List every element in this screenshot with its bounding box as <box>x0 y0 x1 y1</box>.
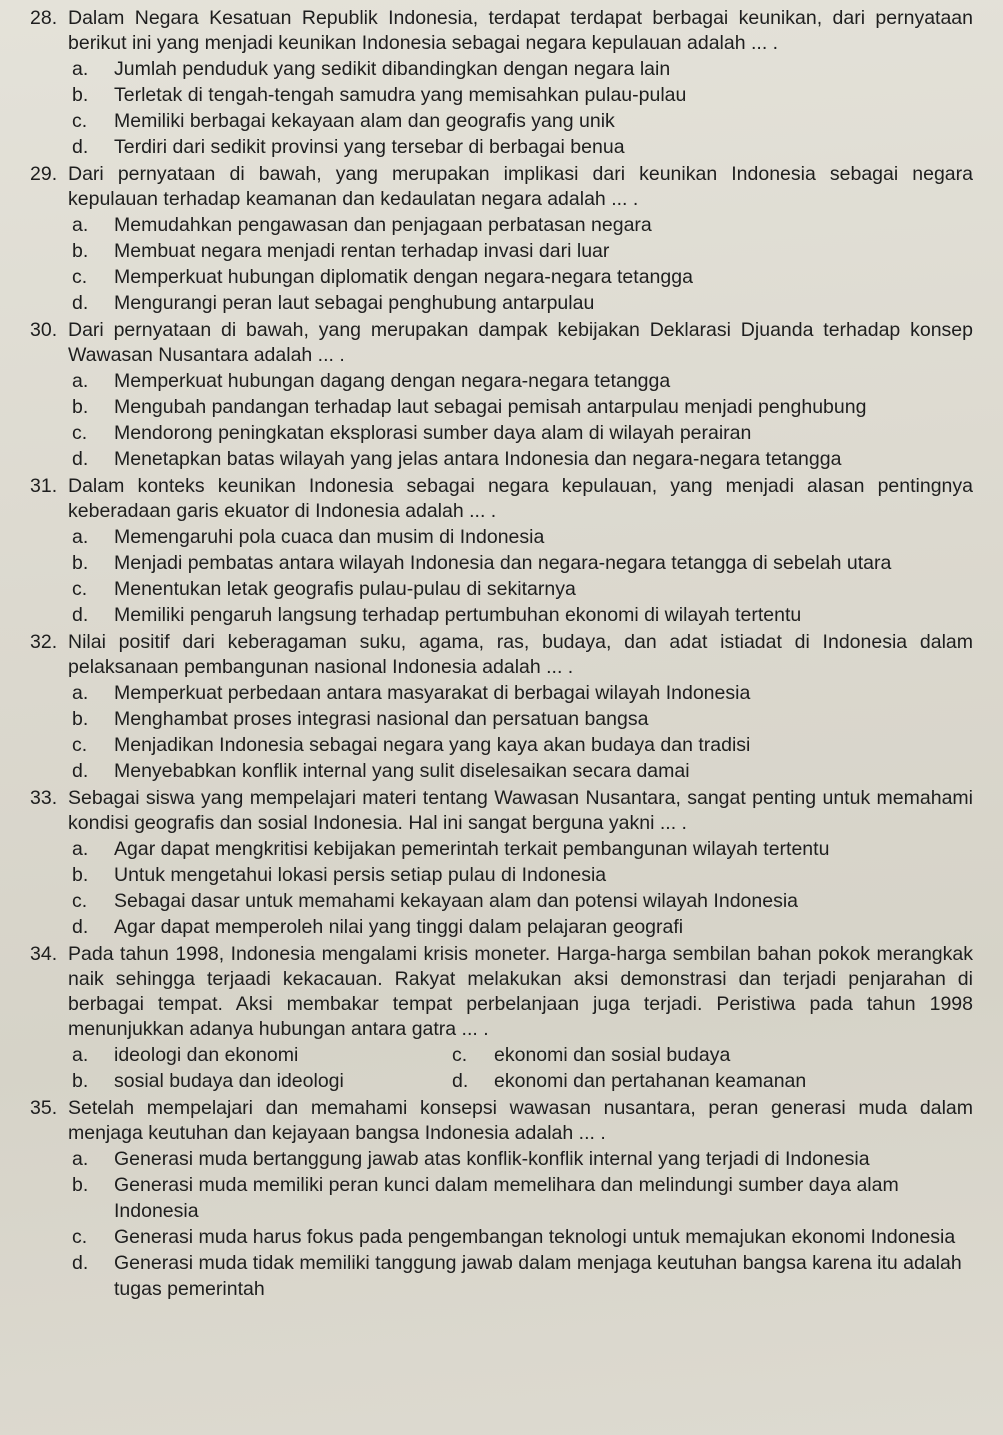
option-letter: d. <box>72 760 89 782</box>
option-list <box>72 836 973 940</box>
option-text: ekonomi dan pertahanan keamanan <box>494 1070 807 1092</box>
question-number: 31. <box>30 475 58 497</box>
option-d[interactable] <box>72 602 973 628</box>
option-d[interactable] <box>72 914 973 940</box>
option-text: Membuat negara menjadi rentan terhadap invasi dari luar <box>114 240 610 262</box>
option-c[interactable] <box>72 576 973 602</box>
option-letter: a. <box>72 526 89 548</box>
option-b[interactable] <box>72 706 973 732</box>
option-text: Memengaruhi pola cuaca dan musim di Indonesia <box>114 526 545 548</box>
option-text: Generasi muda bertanggung jawab atas konflik-konflik internal yang terjadi di Indonesia <box>114 1148 870 1170</box>
option-letter: d. <box>72 292 89 314</box>
option-b[interactable] <box>72 1068 452 1094</box>
option-a[interactable] <box>72 524 973 550</box>
option-c[interactable] <box>72 420 973 446</box>
question-number: 34. <box>30 943 58 965</box>
option-letter: a. <box>72 682 89 704</box>
option-text: Untuk mengetahui lokasi persis setiap pulau di Indonesia <box>114 864 607 886</box>
option-c[interactable] <box>72 888 973 914</box>
option-letter: a. <box>72 1148 89 1170</box>
option-a[interactable] <box>72 212 973 238</box>
option-text: Menentukan letak geografis pulau-pulau di sekitarnya <box>114 578 576 600</box>
question-number: 32. <box>30 631 58 653</box>
option-d[interactable] <box>72 134 973 160</box>
option-list <box>72 56 973 160</box>
option-b[interactable] <box>72 394 973 420</box>
option-letter: c. <box>72 266 88 288</box>
option-d[interactable] <box>72 758 973 784</box>
option-b[interactable] <box>72 862 973 888</box>
option-text: Menyebabkan konflik internal yang sulit diselesaikan secara damai <box>114 760 690 782</box>
option-text: ideologi dan ekonomi <box>114 1044 299 1066</box>
option-text: Generasi muda tidak memiliki tanggung jawab dalam menjaga keutuhan bangsa karena itu adalah tugas pemerintah <box>114 1252 962 1300</box>
option-letter: c. <box>72 578 88 600</box>
option-b[interactable] <box>72 1172 973 1224</box>
question-number: 35. <box>30 1097 58 1119</box>
option-text: sosial budaya dan ideologi <box>114 1070 344 1092</box>
option-letter: a. <box>72 370 89 392</box>
option-letter: b. <box>72 396 89 418</box>
question-number: 29. <box>30 163 58 185</box>
option-letter: d. <box>72 916 89 938</box>
option-letter: a. <box>72 838 89 860</box>
option-letter: b. <box>72 240 89 262</box>
option-letter: c. <box>72 110 88 132</box>
question-number: 30. <box>30 319 58 341</box>
question-text: Dalam Negara Kesatuan Republik Indonesia, terdapat terdapat berbagai keunikan, dari pernyataan berikut ini yang menjadi keunikan Indonesia sebagai negara kepulauan adalah ... . <box>68 7 973 54</box>
option-text: Agar dapat memperoleh nilai yang tinggi dalam pelajaran geografi <box>114 916 684 938</box>
option-text: Memperkuat hubungan diplomatik dengan negara-negara tetangga <box>114 266 693 288</box>
option-text: Mengubah pandangan terhadap laut sebagai pemisah antarpulau menjadi penghubung <box>114 396 867 418</box>
option-text: Memudahkan pengawasan dan penjagaan perbatasan negara <box>114 214 652 236</box>
question-text: Dari pernyataan di bawah, yang merupakan implikasi dari keunikan Indonesia sebagai negara kepulauan terhadap keamanan dan kedaulatan negara adalah ... . <box>68 163 973 210</box>
option-letter: a. <box>72 1044 89 1066</box>
question-29 <box>30 162 973 316</box>
option-text: Memperkuat hubungan dagang dengan negara-negara tetangga <box>114 370 671 392</box>
option-a[interactable] <box>72 1146 973 1172</box>
question-28 <box>30 6 973 160</box>
option-d[interactable] <box>72 290 973 316</box>
option-letter: b. <box>72 84 89 106</box>
option-letter: d. <box>72 604 89 626</box>
option-list <box>72 212 973 316</box>
option-c[interactable] <box>72 108 973 134</box>
question-32 <box>30 630 973 784</box>
question-31 <box>30 474 973 628</box>
option-list <box>72 524 973 628</box>
option-text: Jumlah penduduk yang sedikit dibandingkan dengan negara lain <box>114 58 671 80</box>
option-a[interactable] <box>72 680 973 706</box>
option-text: Terdiri dari sedikit provinsi yang tersebar di berbagai benua <box>114 136 625 158</box>
option-a[interactable] <box>72 368 973 394</box>
option-d[interactable] <box>72 1250 973 1302</box>
option-a[interactable] <box>72 56 973 82</box>
option-grid <box>72 1042 973 1094</box>
option-d[interactable] <box>72 446 973 472</box>
option-text: Mengurangi peran laut sebagai penghubung antarpulau <box>114 292 595 314</box>
option-list <box>72 680 973 784</box>
question-text: Pada tahun 1998, Indonesia mengalami krisis moneter. Harga-harga sembilan bahan pokok merangkak naik sehingga terjaadi kekacauan. Rakyat melakukan aksi demonstrasi dan terjadi penjarahan di berbagai tempat. Aksi membakar tempat perbelanjaan juga terjadi. Peristiwa pada tahun 1998 menunjukkan adanya hubungan antara gatra ... . <box>68 943 973 1040</box>
question-text: Sebagai siswa yang mempelajari materi tentang Wawasan Nusantara, sangat penting untuk memahami kondisi geografis dan sosial Indonesia. Hal ini sangat berguna yakni ... . <box>68 787 973 834</box>
option-c[interactable] <box>452 1042 973 1068</box>
option-a[interactable] <box>72 836 973 862</box>
option-text: Menjadi pembatas antara wilayah Indonesia dan negara-negara tetangga di sebelah utara <box>114 552 892 574</box>
option-letter: a. <box>72 214 89 236</box>
option-list <box>72 368 973 472</box>
option-text: Sebagai dasar untuk memahami kekayaan alam dan potensi wilayah Indonesia <box>114 890 799 912</box>
option-text: Memiliki pengaruh langsung terhadap pertumbuhan ekonomi di wilayah tertentu <box>114 604 802 626</box>
option-text: Menetapkan batas wilayah yang jelas antara Indonesia dan negara-negara tetangga <box>114 448 842 470</box>
question-35 <box>30 1096 973 1302</box>
option-list <box>72 1146 973 1302</box>
option-letter: c. <box>72 890 88 912</box>
option-b[interactable] <box>72 238 973 264</box>
option-text: Agar dapat mengkritisi kebijakan pemerintah terkait pembangunan wilayah tertentu <box>114 838 830 860</box>
question-text: Dalam konteks keunikan Indonesia sebagai negara kepulauan, yang menjadi alasan pentingnya keberadaan garis ekuator di Indonesia adalah ... . <box>68 475 973 522</box>
option-text: Menjadikan Indonesia sebagai negara yang kaya akan budaya dan tradisi <box>114 734 751 756</box>
option-letter: c. <box>72 734 88 756</box>
option-b[interactable] <box>72 550 973 576</box>
option-text: Mendorong peningkatan eksplorasi sumber daya alam di wilayah perairan <box>114 422 752 444</box>
question-text: Dari pernyataan di bawah, yang merupakan dampak kebijakan Deklarasi Djuanda terhadap konsep Wawasan Nusantara adalah ... . <box>68 319 973 366</box>
option-c[interactable] <box>72 1224 973 1250</box>
option-letter: c. <box>72 1226 88 1248</box>
question-text: Setelah mempelajari dan memahami konsepsi wawasan nusantara, peran generasi muda dalam menjaga keutuhan dan kejayaan bangsa Indonesia adalah ... . <box>68 1097 973 1144</box>
option-letter: c. <box>72 422 88 444</box>
option-letter: c. <box>452 1044 468 1066</box>
option-text: Generasi muda harus fokus pada pengembangan teknologi untuk memajukan ekonomi Indonesia <box>114 1226 956 1248</box>
question-33 <box>30 786 973 940</box>
option-b[interactable] <box>72 82 973 108</box>
option-letter: b. <box>72 864 89 886</box>
question-34 <box>30 942 973 1094</box>
option-text: ekonomi dan sosial budaya <box>494 1044 731 1066</box>
option-letter: b. <box>72 1070 89 1092</box>
option-letter: a. <box>72 58 89 80</box>
option-letter: b. <box>72 1174 89 1196</box>
question-number: 28. <box>30 7 58 29</box>
option-c[interactable] <box>72 732 973 758</box>
question-number: 33. <box>30 787 58 809</box>
option-text: Memperkuat perbedaan antara masyarakat di berbagai wilayah Indonesia <box>114 682 751 704</box>
option-d[interactable] <box>452 1068 973 1094</box>
option-letter: d. <box>72 448 89 470</box>
question-text: Nilai positif dari keberagaman suku, agama, ras, budaya, dan adat istiadat di Indonesia dalam pelaksanaan pembangunan nasional Indonesia adalah ... . <box>68 631 973 678</box>
option-letter: d. <box>72 136 89 158</box>
question-30 <box>30 318 973 472</box>
option-letter: d. <box>452 1070 469 1092</box>
option-text: Memiliki berbagai kekayaan alam dan geografis yang unik <box>114 110 615 132</box>
option-c[interactable] <box>72 264 973 290</box>
option-letter: b. <box>72 708 89 730</box>
option-a[interactable] <box>72 1042 452 1068</box>
option-text: Generasi muda memiliki peran kunci dalam memelihara dan melindungi sumber daya alam Indonesia <box>114 1174 899 1222</box>
option-letter: b. <box>72 552 89 574</box>
option-text: Terletak di tengah-tengah samudra yang memisahkan pulau-pulau <box>114 84 687 106</box>
option-text: Menghambat proses integrasi nasional dan persatuan bangsa <box>114 708 649 730</box>
option-letter: d. <box>72 1252 89 1274</box>
